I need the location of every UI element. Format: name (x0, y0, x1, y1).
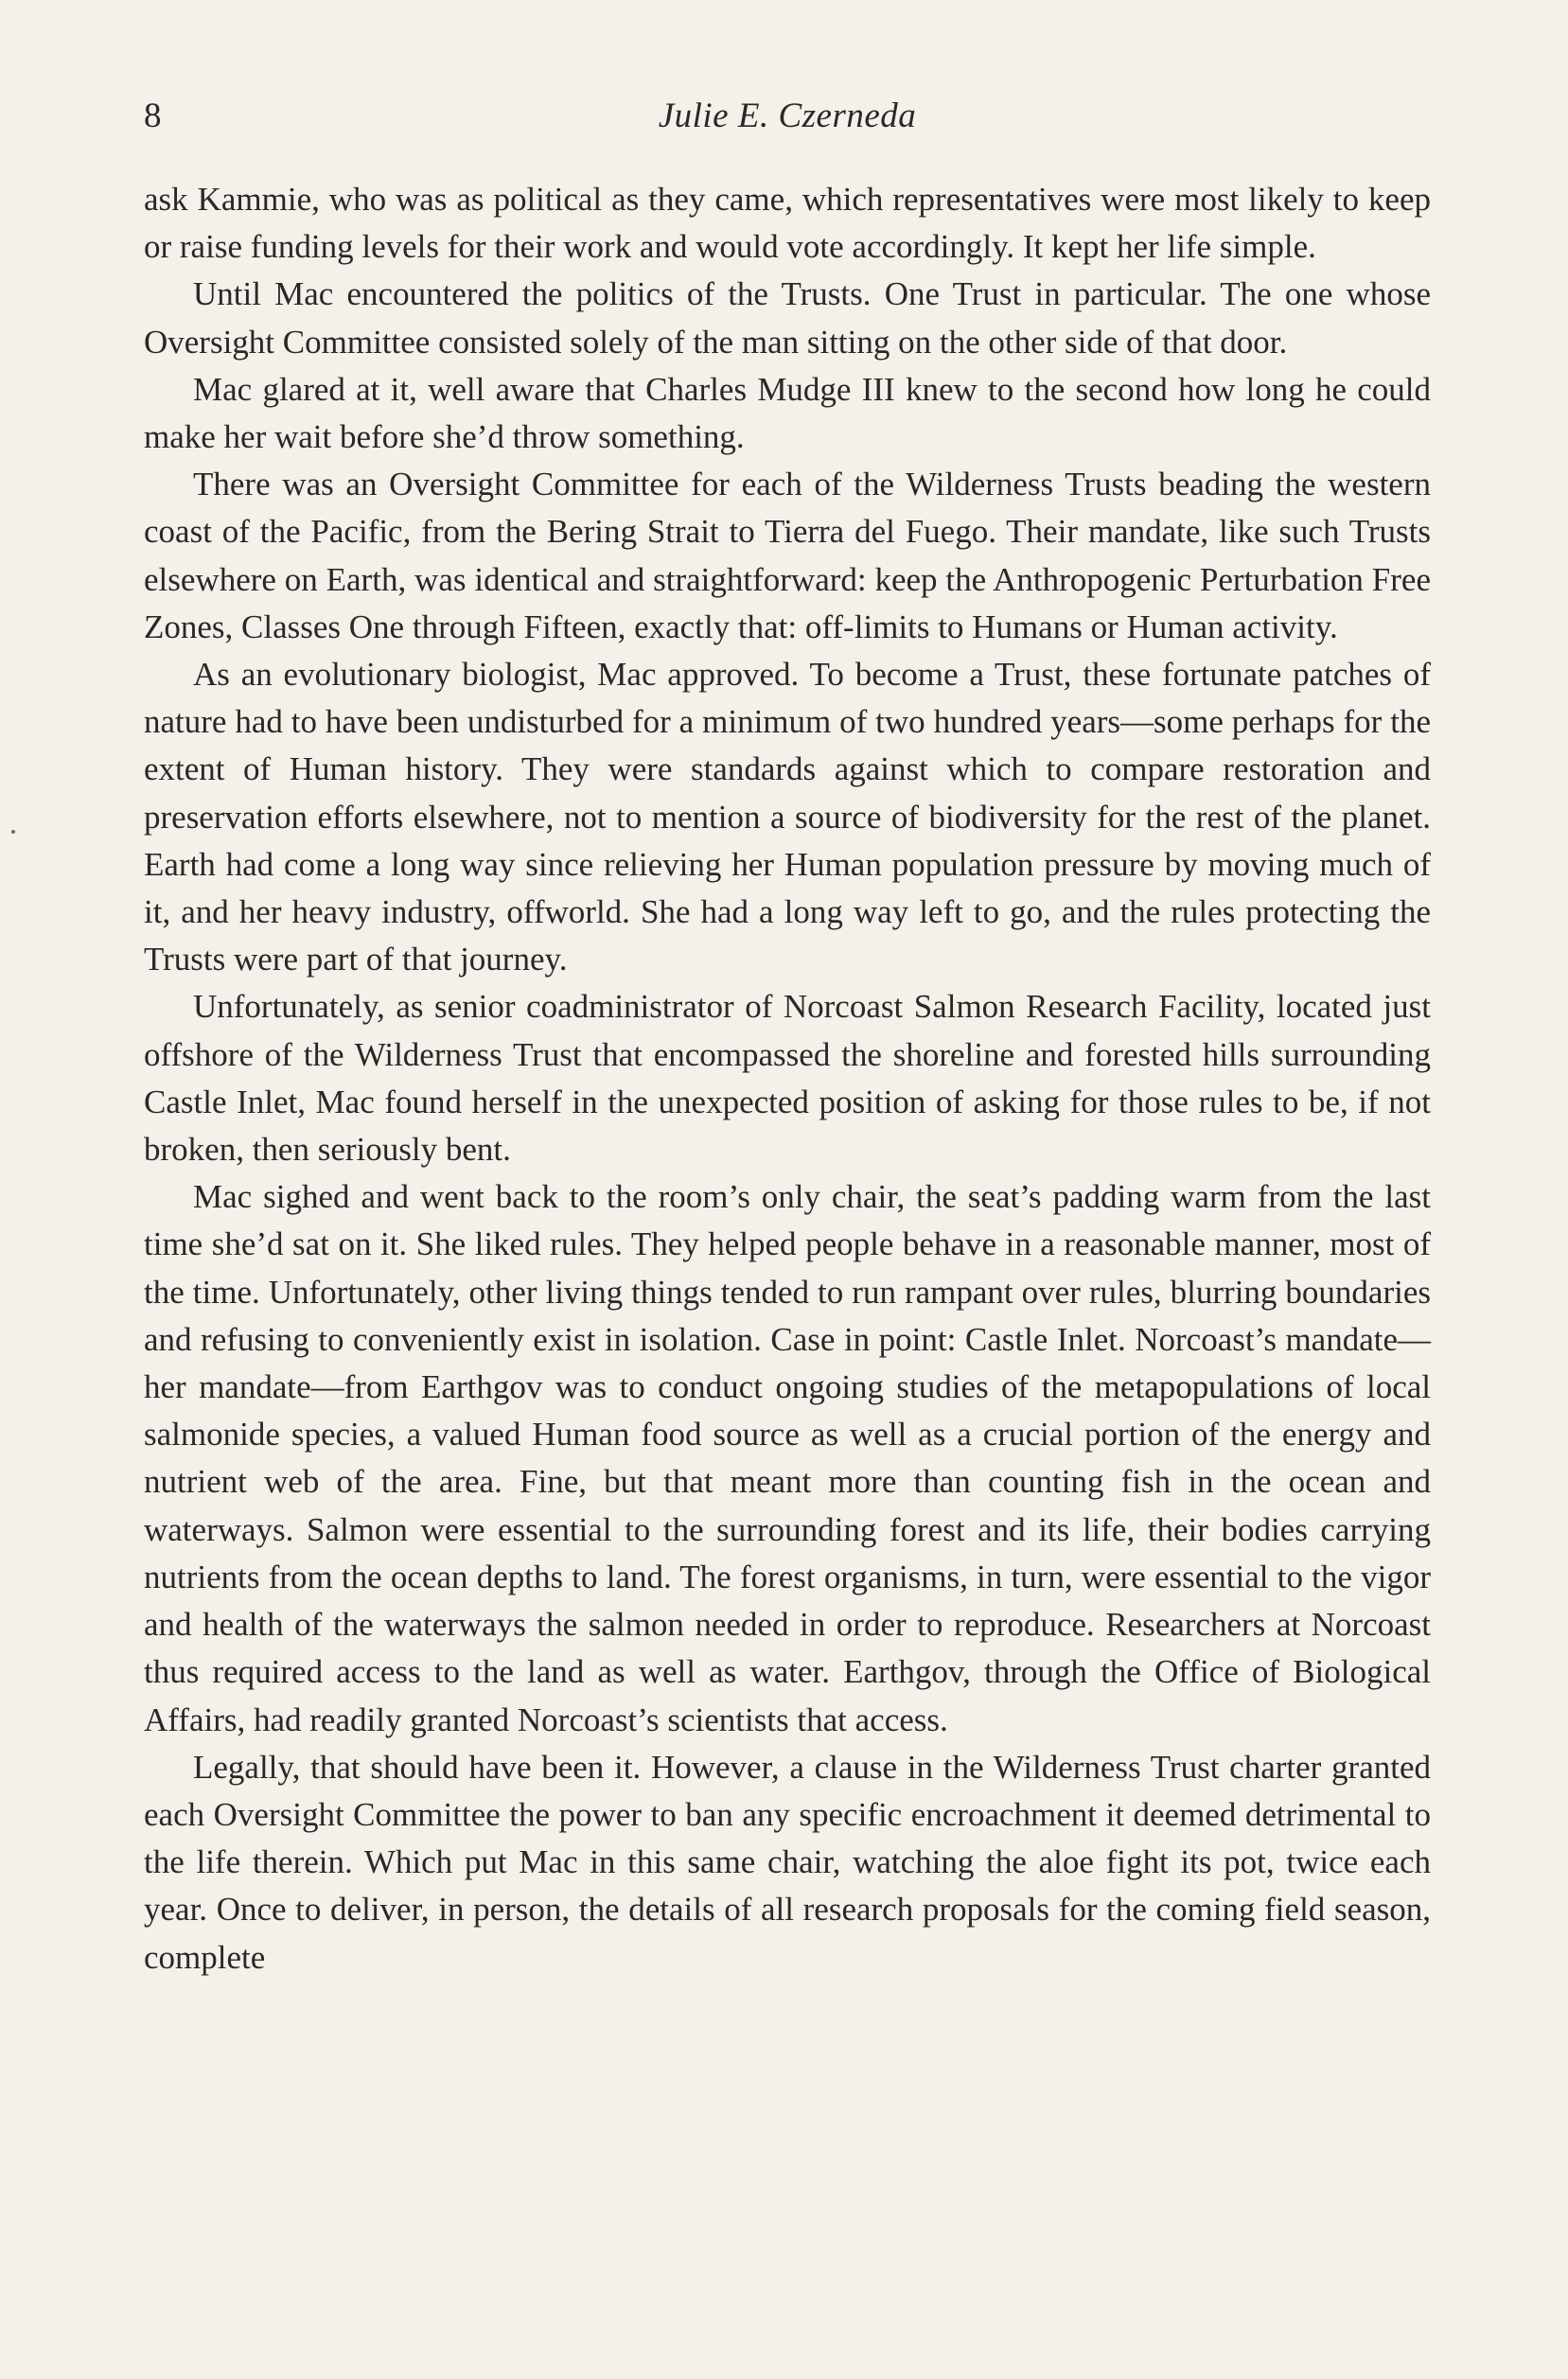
author-name: Julie E. Czerneda (658, 97, 917, 135)
running-head (144, 93, 1431, 140)
paragraph: Unfortunately, as senior coadministrator of Norcoast Salmon Research Facility, located just offshore of the Wilderness Trust that encompassed the shoreline and forested hills surrounding Castle Inlet, Mac found herself in the unexpected position of asking for those rules to be, if not broken, then seriously bent. (144, 988, 1431, 1169)
body-text (144, 176, 1431, 1982)
page-number: 8 (144, 97, 162, 135)
paragraph: ask Kammie, who was as political as they came, which representatives were most likely to keep or raise funding levels for their work and would vote accordingly. It kept her life simple. (144, 181, 1431, 266)
paragraph: Mac glared at it, well aware that Charles Mudge III knew to the second how long he could make her wait before she’d throw something. (144, 370, 1431, 456)
paragraph: As an evolutionary biologist, Mac approved. To become a Trust, these fortunate patches of nature had to have been undisturbed for a minimum of two hundred years—some perhaps for the extent of Human history. They were standards against which to compare restoration and preservation efforts elsewhere, not to mention a source of biodiversity for the rest of the planet. Earth had come a long way since relieving her Human population pressure by moving much of it, and her heavy industry, offworld. She had a long way left to go, and the rules protecting the Trusts were part of that journey. (144, 656, 1431, 978)
print-speck (11, 830, 15, 834)
paragraph: There was an Oversight Committee for each of the Wilderness Trusts beading the western coast of the Pacific, from the Bering Strait to Tierra del Fuego. Their mandate, like such Trusts elsewhere on Earth, was identical and straightforward: keep the Anthropogenic Perturbation Free Zones, Classes One through Fifteen, exactly that: off-limits to Humans or Human activity. (144, 466, 1431, 645)
paragraph: Mac sighed and went back to the room’s only chair, the seat’s padding warm from the last time she’d sat on it. She liked rules. They helped people behave in a reasonable manner, most of the time. Unfortunately, other living things tended to run rampant over rules, blurring boundaries and refusing to conveniently exist in isolation. Case in point: Castle Inlet. Norcoast’s mandate—her mandate—from Earthgov was to conduct ongoing studies of the metapopulations of local salmonide species, a valued Human food source as well as a crucial portion of the energy and nutrient web of the area. Fine, but that meant more than counting fish in the ocean and waterways. Salmon were essential to the surrounding forest and its life, their bodies carrying nutrients from the ocean depths to land. The forest organisms, in turn, were essential to the vigor and health of the waterways the salmon needed in order to reproduce. Researchers at Norcoast thus required access to the land as well as water. Earthgov, through the Office of Biological Affairs, had readily granted Norcoast’s scientists that access. (144, 1178, 1431, 1738)
paragraph: Until Mac encountered the politics of the Trusts. One Trust in particular. The one whose Oversight Committee consisted solely of the man sitting on the other side of that door. (144, 275, 1431, 361)
paragraph: Legally, that should have been it. However, a clause in the Wilderness Trust charter granted each Oversight Committee the power to ban any specific encroachment it deemed detrimental to the life therein. Which put Mac in this same chair, watching the aloe fight its pot, twice each year. Once to deliver, in person, the details of all research proposals for the coming field season, complete (144, 1748, 1431, 1976)
